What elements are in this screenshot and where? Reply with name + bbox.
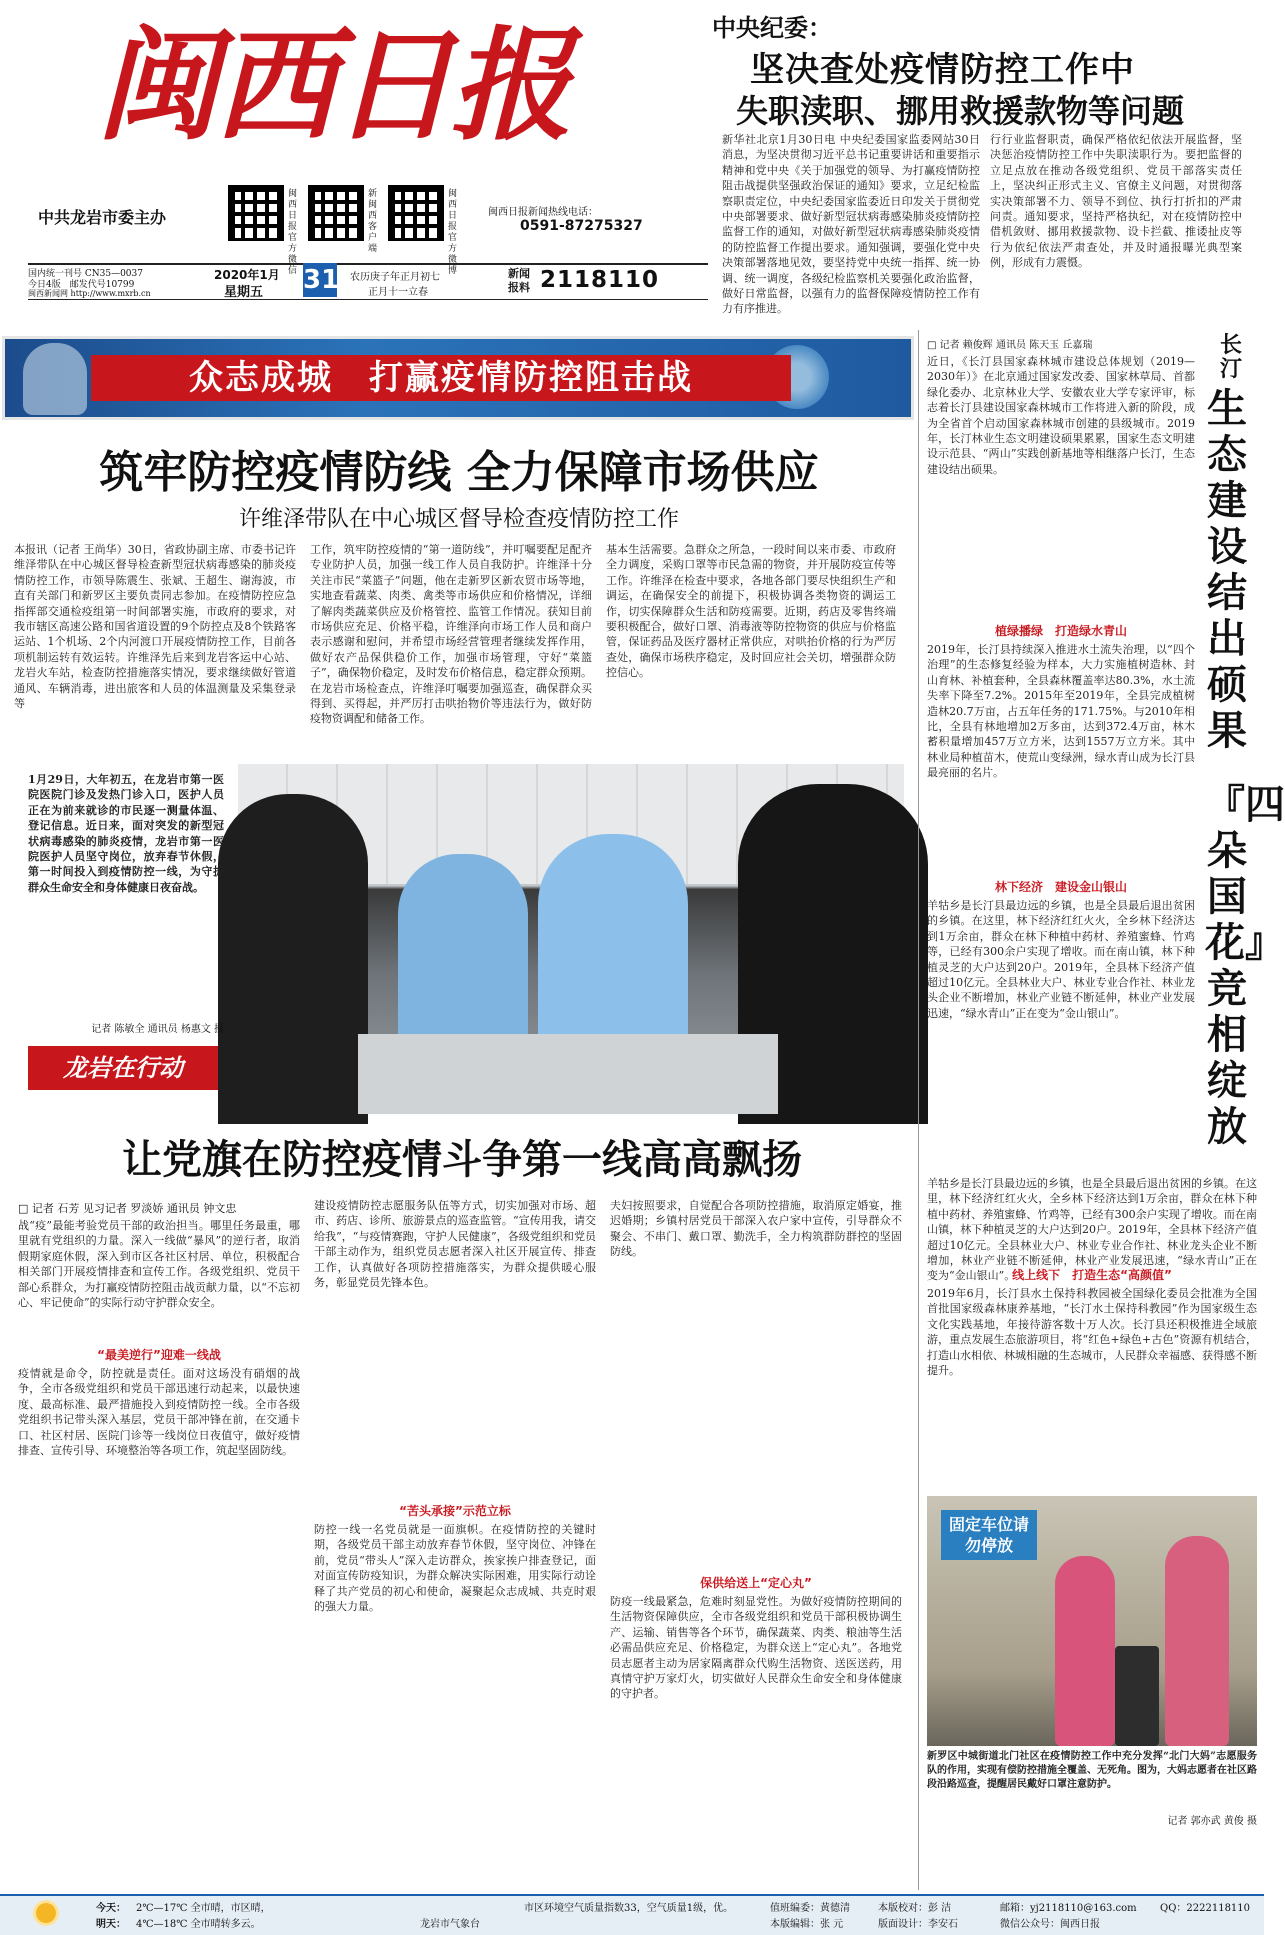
story-3-headline-1: 生态建设结出硕果 bbox=[1207, 386, 1247, 754]
photo-doctor-1 bbox=[398, 854, 528, 1054]
photo-1-caption: 1月29日，大年初五，在龙岩市第一医院医院门诊及发热门诊入口，医护人员正在为前来就诊的市民逐一测量体温、登记信息。近日来，面对突发的新型冠状病毒感染的肺炎疫情，龙岩市第一医院医护人员坚守岗位，放弃春节休假，第一时间投入到疫情防控一线，为守护群众生命安全和身体健康日夜奋战。 bbox=[28, 773, 224, 894]
photo-2-caption: 新罗区中城街道北门社区在疫情防控工作中充分发挥“北门大妈”志愿服务队的作用，实现有偿防控措施全覆盖、无死角。图为，大妈志愿者在社区路段沿路巡查，提醒居民戴好口罩注意防护。 bbox=[927, 1751, 1257, 1790]
qr-group bbox=[228, 185, 468, 276]
weather-today-label: 今天： bbox=[96, 1903, 126, 1914]
photo-1-credit: 记者 陈敏全 通讯员 杨惠文 摄 bbox=[91, 1024, 224, 1035]
story-2-col-3: 夫妇按照要求，自觉配合各项防控措施，取消原定婚宴，推迟婚期；乡镇村居党员干部深入农户家中宣传，引导群众不聚会、不串门、戴口罩、勤洗手，全力构筑群防群控的坚固防线。 bbox=[610, 1199, 902, 1259]
story-3-para-4: 2019年6月，长汀县水土保持科教园被全国绿化委员会批准为全国首批国家级森林康养基地，“长汀水土保持科教园”作为国家级生态文化实践基地，年接待游客数十万人次。长汀县还积极推进全域旅游，重点发展生态旅游项目，将“红色+绿色+古色”资源有机结合，打造山水相依、林城相融的生态城市，人民群众幸福感、获得感不断提升。 bbox=[927, 1287, 1257, 1378]
editor-1: 值班编委：黄德清 bbox=[770, 1903, 850, 1914]
story-3-para-1: 近日，《长汀县国家森林城市建设总体规划（2019—2030年）》在北京通过国家发改委、国家林草局、首都绿化委办、北京林业大学、安徽农业大学专家评审，标志着长汀县建设国家森林城市工作将进入新的阶段，成为全省首个启动国家森林城市创建的县级城市。2019年，长汀林业生态文明建设硕果累累，国家生态文明建设示范县、“两山”实践创新基地等相继落户长汀，生态建设结出硕果。 bbox=[927, 355, 1195, 476]
story-1-col-1: 本报讯（记者 王尚华）30日，省政协副主席、市委书记许维泽带队在中心城区督导检查新型冠状病毒感染的肺炎疫情防控工作，市领导陈震生、张斌、王超生、谢海波，市直有关部门和新罗区主要负责同志参加。在疫情防控应急指挥部交通检疫组第一时间部署实施，市政府的要求，对我市辖区高速公路和国省道设置的9个防控点及8个铁路客运站、1个机场、2个内河渡口开展疫情防控工作，目前各项机制运转有效运转。许维泽先后来到龙岩客运中心站、龙岩火车站，检查防控措施落实情况，要求继续做好管道通风、车辆消毒，进出旅客和人员的体温测量及采集登录等 bbox=[14, 543, 296, 711]
hotline-note: 闽西日报新闻热线电话： bbox=[488, 207, 598, 218]
photo-doctor-2 bbox=[538, 834, 688, 1064]
story-2-col-1b: 疫情就是命令，防控就是责任。面对这场没有硝烟的战争，全市各级党组织和党员干部迅速行动起来，以最快速度、最高标准、最严措施投入到疫情防控一线。全市各级党组织书记带头深入基层，党员干部冲锋在前，在交通卡口、社区村居、医院门诊等一线岗位日夜值守，做好疫情排查、宣传引导、环境整治等各项工作，筑起坚固防线。 bbox=[18, 1367, 300, 1458]
story-1-subhead: 许维泽带队在中心城区督导检查疫情防控工作 bbox=[238, 507, 679, 532]
story-2-col-2b: 防控一线一名党员就是一面旗帜。在疫情防控的关键时期，各级党员干部主动放弃春节休假，坚守岗位、冲锋在前，党员“带头人”深入走访群众，挨家挨户排查登记，面对面宣传防疫知识，为群众解决实际困难，用实际行动诠释了共产党员的初心和使命，凝聚起众志成城、共克时艰的强大力量。 bbox=[314, 1523, 596, 1614]
editor-3: 本版校对：彭 洁 bbox=[878, 1903, 952, 1914]
story-2 bbox=[14, 1120, 910, 1890]
publisher: 中共龙岩市委主办 bbox=[38, 208, 167, 227]
weather-sun-icon bbox=[36, 1903, 56, 1923]
photo-2-sign: 固定车位请勿停放 bbox=[941, 1510, 1037, 1560]
qr-code-weibo[interactable] bbox=[388, 185, 444, 241]
weather-tomorrow: 4℃—18℃ 全市晴转多云。 bbox=[136, 1919, 261, 1930]
qr-code-app[interactable] bbox=[308, 185, 364, 241]
story-2-col-3b: 防疫一线最紧急，危难时刻显党性。为做好疫情防控期间的生活物资保障供应，全市各级党组织和党员干部积极协调生产、运输、销售等各个环节，确保蔬菜、肉类、粮油等生活必需品供应充足、价格稳定，为群众送上“定心丸”。各地党员志愿者主动为居家隔离群众代购生活物资、送医送药，用真情守护万家灯火，切实做好人民群众生命安全和身体健康的守护者。 bbox=[610, 1595, 902, 1701]
photo-visitor-left bbox=[218, 794, 368, 1124]
story-1-col-2: 工作，筑牢防控疫情的“第一道防线”，并叮嘱要配足配齐专业防护人员，加强一线工作人员自我防护。许维泽十分关注市民“菜篮子”问题，他在走新罗区新农贸市场等地，实地查看蔬菜、肉类、禽类等市场供应和价格情况，详细了解肉类蔬菜供应及价格管控、监管工作情况。获知目前市场供应充足、价格平稳，许维泽向市场工作人员和商户表示感谢和慰问，并希望市场经营管理者继续发挥作用，做好农产品保供稳价工作，加强市场管理，守好“菜篮子”，确保物价稳定，及时发布价格信息，稳定群众预期。在龙岩市场检查点，许维泽叮嘱要加强巡查，确保群众买得到、买得起，并严厉打击哄抬物价等违法行为，做好防疫物资调配和储备工作。 bbox=[310, 543, 592, 726]
story-2-col-1: 战“疫”最能考验党员干部的政治担当。哪里任务最重，哪里就有党组织的力量。深入一线做“暴风”的逆行者，取消假期家庭休假，深入到市区各社区村居、单位，积极配合相关部门开展疫情排查和宣传工作。各级党组织、党员干部心系群众，为打赢疫情防控阻击战贡献力量，以“不忘初心、牢记使命”的实际行动守护群众安全。 bbox=[18, 1219, 300, 1310]
top-story-body-2: 行行业监督职责，确保严格依纪依法开展监督，坚决惩治疫情防控工作中失职渎职行为。要把监督的立足点放在推动各级党组织、党员干部落实责任上，坚决纠正形式主义、官僚主义问题，对贯彻落实决策部署不力、领导不到位、执行打折扣的严肃问责。通知要求，坚持严格执纪，对在疫情防控中借机敛财、挪用救援款物、设卡拦截、推诿扯皮等行为依纪依法严肃查处，并及时通报曝光典型案例，形成有力震慑。 bbox=[990, 133, 1242, 270]
footer bbox=[0, 1894, 1264, 1935]
story-3-subhead-2: 林下经济 建设金山银山 bbox=[994, 880, 1127, 894]
top-story-headline-1: 坚决查处疫情防控工作中 bbox=[750, 50, 1135, 90]
photo-feature-1 bbox=[20, 764, 904, 1112]
story-2-subhead-2: “苦头承接”示范立标 bbox=[399, 1504, 511, 1518]
hotline-number: 0591-87275327 bbox=[520, 218, 643, 234]
photo-desk bbox=[358, 1034, 778, 1114]
photo-2-bin bbox=[1115, 1646, 1159, 1746]
story-3-subhead-3: 线上线下 打造生态“高颜值” bbox=[1012, 1268, 1172, 1282]
weather-tomorrow-label: 明天： bbox=[96, 1919, 126, 1930]
issue-date: 2020年1月 bbox=[214, 268, 280, 282]
qr-label-wechat: 闽西日报官方微信 bbox=[288, 189, 298, 276]
issue-lunar-2: 正月十一立春 bbox=[368, 287, 428, 298]
campaign-banner bbox=[2, 336, 914, 420]
photo-clinic bbox=[238, 764, 904, 1112]
contact-email[interactable]: 邮箱：yj2118110@163.com bbox=[1000, 1903, 1137, 1914]
issue-strip bbox=[28, 263, 708, 300]
story-1-col-3: 基本生活需要。急群众之所急，一段时间以来市委、市政府全力调度，采购口罩等市民急需的物资，并开展防疫宣传等工作。许维泽在检查中要求，各地各部门要尽快组织生产和调运，在确保安全的前提下，积极协调各类物资的调运工作，切实保障群众生活和防疫需要。近期，药店及零售终端要积极配合，做好口罩、消毒液等防控物资的供应与价格监管，保证药品及医疗器材正常供应，对哄抬价格的行为严厉查处，确保市场秩序稳定，及时回应社会关切，增强群众防控信心。 bbox=[606, 543, 896, 680]
issue-id-2: 今日4版 邮发代号10799 bbox=[28, 280, 135, 290]
story-2-subhead-1: “最美逆行”迎难一线战 bbox=[97, 1348, 221, 1362]
news-tip-number[interactable]: 2118110 bbox=[540, 267, 660, 293]
editor-4: 版面设计：李安石 bbox=[878, 1919, 958, 1930]
mask-figure bbox=[23, 343, 87, 415]
top-story-headline-2: 失职渎职、挪用救援款物等问题 bbox=[736, 92, 1185, 130]
story-3-headline-2: 『四朵国花』竞相绽放 bbox=[1205, 782, 1285, 1150]
photo-2-volunteer-2 bbox=[1165, 1536, 1229, 1746]
story-2-subhead-3: 保供给送上“定心丸” bbox=[700, 1576, 812, 1590]
weather-today: 2℃—17℃ 全市晴，市区晴， bbox=[136, 1903, 271, 1914]
story-2-col-2: 建设疫情防控志愿服务队伍等方式，切实加强对市场、超市、药店、诊所、旅游景点的巡查监管。“宣传用我，请交给我”，“与疫情赛跑，守护人民健康”，各级党组织和党员干部主动作为，组织党员志愿者深入社区开展宣传、排查工作，认真做好各项防控措施落实，为群众提供暖心服务，彰显党员先锋本色。 bbox=[314, 1199, 596, 1290]
weather-source: 龙岩市气象台 bbox=[420, 1919, 480, 1930]
story-3-subhead-1: 植绿播绿 打造绿水青山 bbox=[994, 624, 1127, 638]
story-2-byline: □ 记者 石芳 见习记者 罗淡娇 通讯员 钟文忠 bbox=[18, 1202, 237, 1215]
contact-qq: QQ：2222118110 bbox=[1160, 1903, 1251, 1914]
photo-2-volunteer-1 bbox=[1055, 1556, 1115, 1746]
story-3-byline: □ 记者 赖俊辉 通讯员 陈天玉 丘嘉瑞 bbox=[927, 340, 1093, 351]
top-story bbox=[712, 8, 1242, 316]
masthead-logo: 闽西日报 bbox=[96, 13, 568, 157]
story-1 bbox=[14, 430, 904, 760]
contact-wechat: 微信公众号：闽西日报 bbox=[1000, 1919, 1100, 1930]
story-1-headline: 筑牢防控疫情防线 全力保障市场供应 bbox=[99, 447, 819, 498]
issue-website[interactable]: 闽西新闻网 http://www.mxrb.cn bbox=[28, 289, 151, 298]
story-2-headline: 让党旗在防控疫情斗争第一线高高飘扬 bbox=[122, 1137, 802, 1183]
news-tip-label: 新闻报料 bbox=[508, 267, 530, 294]
story-3-para-3b: 羊牯乡是长汀县最边远的乡镇，也是全县最后退出贫困的乡镇。在这里，林下经济红红火火，全乡林下经济达到1万余亩，群众在林下种植中药材、养殖蜜蜂、竹鸡等，已经有300余户实现了增收。而在南山镇，林下种植灵芝的大户达到20户。2019年，全县林下经济产值超过10亿元。全县林业大户、林业专业合作社、林业龙头企业不断增加，林业产业链不断延伸，林业产业发展迅速，“绿水青山”正在变为“金山银山”。 bbox=[927, 1177, 1257, 1283]
story-3 bbox=[918, 330, 1285, 1890]
photo-2-credit: 记者 郭亦武 黄俊 摄 bbox=[1167, 1816, 1257, 1827]
issue-day: 31 bbox=[303, 265, 340, 295]
photo-feature-2 bbox=[927, 1496, 1257, 1746]
aqi-text: 市区环境空气质量指数33，空气质量1级，优。 bbox=[524, 1903, 734, 1914]
issue-id-1: 国内统一刊号 CN35—0037 bbox=[28, 269, 143, 279]
qr-code-wechat[interactable] bbox=[228, 185, 284, 241]
story-3-para-3: 羊牯乡是长汀县最边远的乡镇，也是全县最后退出贫困的乡镇。在这里，林下经济红红火火，全乡林下经济达到1万余亩，群众在林下种植中药材、养殖蜜蜂、竹鸡等，已经有300余户实现了增收。而在南山镇，林下种植灵芝的大户达到20户。2019年，全县林下经济产值超过10亿元。全县林业大户、林业专业合作社、林业龙头企业不断增加，林业产业链不断延伸，林业产业发展迅速，“绿水青山”正在变为“金山银山”。 bbox=[927, 899, 1195, 1020]
top-story-kicker: 中央纪委： bbox=[712, 14, 832, 42]
issue-weekday: 星期五 bbox=[224, 285, 264, 300]
qr-label-app: 新闽西客户端 bbox=[368, 189, 378, 254]
story-3-para-2: 2019年，长汀县持续深入推进水土流失治理，以“四个治理”的生态修复经验为样本，大力实施植树造林、封山育林、补植套种，全县森林覆盖率达80.3%，水土流失率下降至7.2%。2015年至2019年，全县完成植树造林20.7万亩，占五年任务的171.75%。与2010年相比，全县有林地增加2万多亩，达到372.4万亩，林木蓄积量增加457万立方米，达到1557万立方米。其中林业局种植苗木，使荒山变绿洲，绿水青山成为长汀县最亮丽的名片。 bbox=[927, 643, 1195, 780]
top-story-body-1: 新华社北京1月30日电 中央纪委国家监委网站30日消息，为坚决贯彻习近平总书记重要讲话和重要指示精神和党中央《关于加强党的领导、为打赢疫情防控阻击战提供坚强政治保证的通知》要求，立足纪检监察职责定位，中央纪委国家监委近日印发关于贯彻党中央部署要求、做好新型冠状病毒感染肺炎疫情防控监督工作的通知，对做好新型冠状病毒感染肺炎疫情的防控监督工作提出要求。通知强调，要强化党中央决策部署落地见效，要坚持党中央统一指挥、统一协调、统一调度，各级纪检监察机关要强化政治监督，做好日常监督，以强有力的监督保障疫情防控工作有力有序推进。 bbox=[722, 133, 980, 316]
issue-lunar-1: 农历庚子年正月初七 bbox=[350, 272, 440, 283]
badge-longyan: 龙岩在行动 bbox=[28, 1046, 218, 1090]
editor-2: 本版编辑：张 元 bbox=[770, 1919, 844, 1930]
banner-text: 众志成城 打赢疫情防控阻击战 bbox=[91, 355, 791, 401]
story-3-kicker: 长汀 bbox=[1219, 333, 1242, 382]
qr-label-weibo: 闽西日报官方微博 bbox=[448, 189, 458, 276]
